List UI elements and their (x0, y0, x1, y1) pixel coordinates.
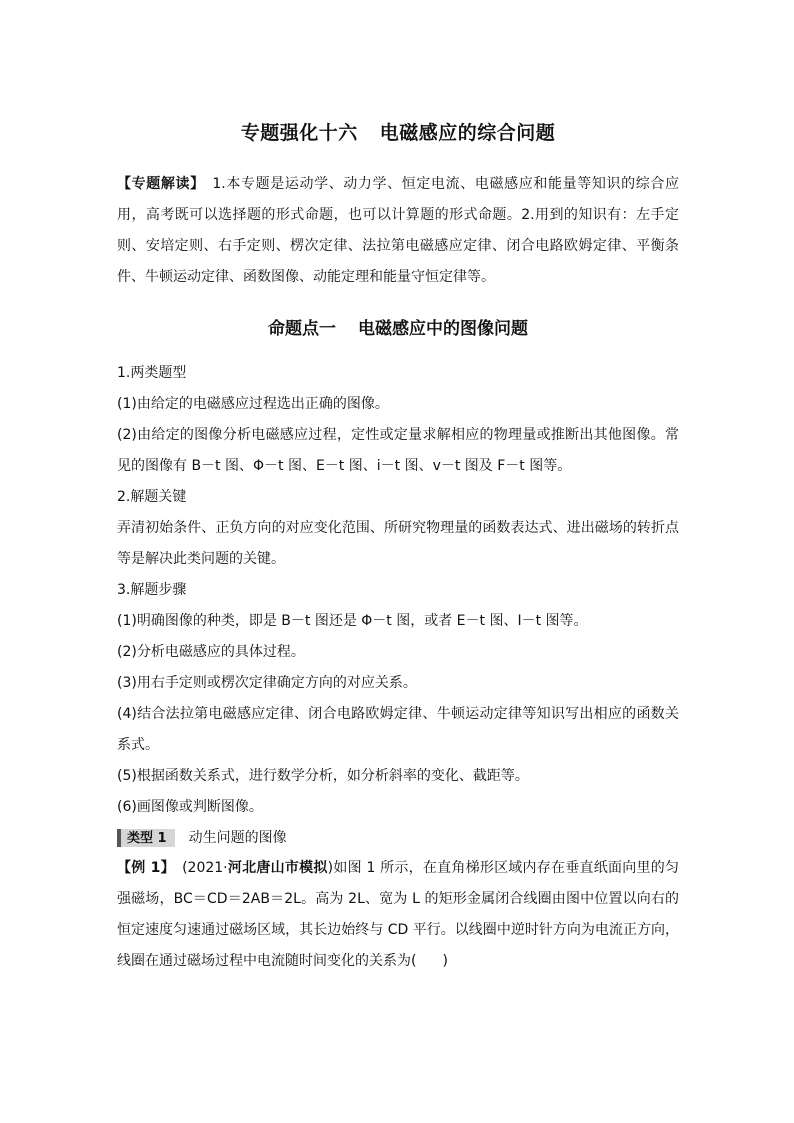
heading-steps: 3.解题步骤 (117, 582, 187, 598)
step-2: (2)分析电磁感应的具体过程。 (117, 644, 305, 660)
step-5: (5)根据函数关系式，进行数学分析，如分析斜率的变化、截距等。 (117, 768, 529, 784)
key-points-text: 弄清初始条件、正负方向的对应变化范围、所研究物理量的函数表达式、进出磁场的转折点等是解决此类问题的关键。 (117, 520, 679, 567)
section-body (117, 358, 679, 977)
type-heading (117, 823, 679, 853)
document-page (117, 118, 679, 977)
example-1 (117, 853, 679, 977)
section-main: 命题点一 (268, 319, 336, 339)
example-year-close: ) (327, 860, 334, 876)
step-3: (3)用右手定则或楞次定律确定方向的对应关系。 (117, 675, 417, 691)
example-tag: 【例 1】 (117, 860, 168, 876)
heading-key-points: 2.解题关键 (117, 489, 187, 505)
page-title (117, 118, 679, 148)
types-item-1: (1)由给定的电磁感应过程选出正确的图像。 (117, 396, 389, 412)
example-year-open: (2021· (167, 860, 228, 876)
step-4: (4)结合法拉第电磁感应定律、闭合电路欧姆定律、牛顿运动定律等知识写出相应的函数关系式。 (117, 706, 679, 753)
step-6: (6)画图像或判断图像。 (117, 799, 263, 815)
heading-two-types: 1.两类题型 (117, 365, 187, 381)
title-sub: 电磁感应的综合问题 (379, 122, 556, 144)
example-source: 河北唐山市模拟 (227, 860, 328, 876)
title-main: 专题强化十六 (240, 122, 358, 144)
intro-paragraph (117, 169, 679, 293)
example-text: 如图 1 所示，在直角梯形区域内存在垂直纸面向里的匀强磁场，BC＝CD＝2AB＝2L。高为 2L、宽为 L 的矩形金属闭合线圈由图中位置以向右的恒定速度匀速通过磁场区域，其长边始终与 CD 平行。以线圈中逆时针方向为电流正方向，线圈在通过磁场过程中电流随时间变化的关系为( (117, 860, 679, 969)
example-paren-close: ) (442, 953, 448, 969)
intro-tag: 【专题解读】 (117, 176, 198, 192)
section-title (117, 314, 679, 344)
section-sub: 电磁感应中的图像问题 (358, 319, 528, 339)
intro-text: 1.本专题是运动学、动力学、恒定电流、电磁感应和能量等知识的综合应用，高考既可以选择题的形式命题，也可以计算题的形式命题。2.用到的知识有：左手定则、安培定则、右手定则、楞次定律、法拉第电磁感应定律、闭合电路欧姆定律、平衡条件、牛顿运动定律、函数图像、动能定理和能量守恒定律等。 (117, 176, 679, 285)
type-badge: 类型 1 (117, 829, 175, 847)
step-1: (1)明确图像的种类，即是 B－t 图还是 Φ－t 图，或者 E－t 图、I－t 图等。 (117, 613, 588, 629)
types-item-2: (2)由给定的图像分析电磁感应过程，定性或定量求解相应的物理量或推断出其他图像。常见的图像有 B－t 图、Φ－t 图、E－t 图、i－t 图、v－t 图及 F－t 图等。 (117, 427, 679, 474)
type-label: 动生问题的图像 (188, 829, 287, 846)
